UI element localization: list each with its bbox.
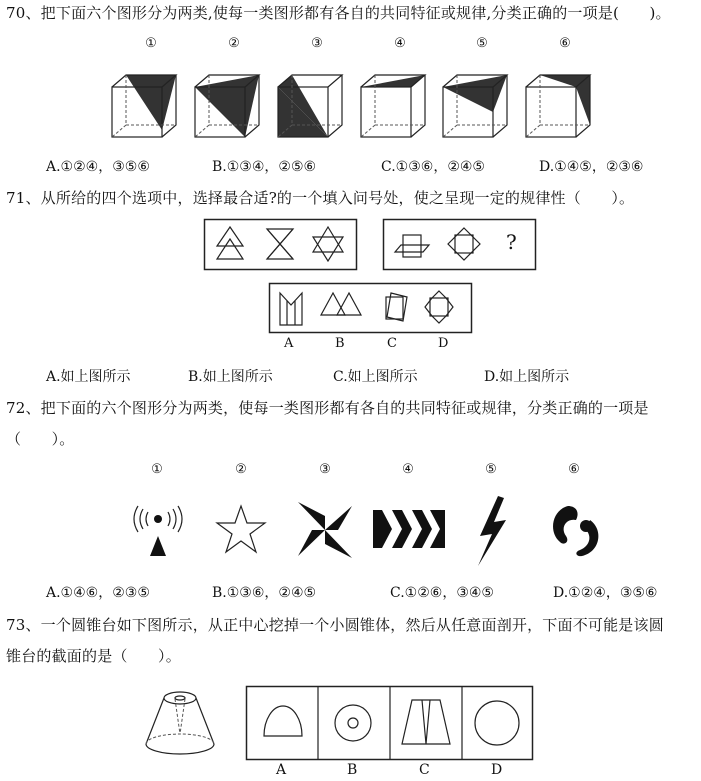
q71-option-a[interactable]: A.如上图所示 [46,369,131,385]
q70-option-a[interactable]: A.①②④，③⑤⑥ [46,159,150,175]
q70-num-1: ① [145,36,157,51]
q73-choice-label-c: C [419,762,430,778]
q72-num-3: ③ [319,462,331,477]
q70-cube-1 [110,70,180,140]
q70-cube-6 [524,70,594,140]
q72-figure-star [214,503,268,557]
q72-option-b[interactable]: B.①③⑥，②④⑤ [212,585,317,601]
q71-question-mark: ? [506,230,517,254]
q72-num-6: ⑥ [568,462,580,477]
q70-option-d[interactable]: D.①④⑤，②③⑥ [539,159,644,175]
q72-option-d[interactable]: D.①②④，③⑤⑥ [553,585,658,601]
q73-choice-label-d: D [491,762,503,778]
q72-num-2: ② [235,462,247,477]
q71-choice-label-a: A [284,336,294,351]
q73-text-line2: 锥台的截面的是（ ）。 [6,647,181,665]
q70-num-4: ④ [394,36,406,51]
q71-option-b[interactable]: B.如上图所示 [188,369,273,385]
q70-option-c[interactable]: C.①③⑥，②④⑤ [381,159,485,175]
q70-num-2: ② [228,36,240,51]
q73-frustum-figure [140,682,220,762]
q70-num-5: ⑤ [476,36,488,51]
q72-text-line1: 72、把下面的六个图形分为两类，使每一类图形都有各自的共同特征或规律，分类正确的一项是 [6,399,649,417]
q72-num-5: ⑤ [485,462,497,477]
q72-figure-pinwheel [294,498,356,562]
q71-choice-label-d: D [438,336,449,351]
q73-choices-box [246,686,534,761]
q70-option-b[interactable]: B.①③④，②⑤⑥ [212,159,317,175]
q72-figure-swirl [546,500,606,560]
q73-choice-label-a: A [276,762,287,778]
q71-choices-box [269,283,472,333]
q70-cube-4 [359,70,429,140]
q71-sequence-box-1 [204,219,357,270]
q70-cube-5 [441,70,511,140]
q72-figure-chevron-strip [372,508,447,550]
q70-num-6: ⑥ [559,36,571,51]
q73-text-line1: 73、一个圆锥台如下图所示，从正中心挖掉一个小圆锥体，然后从任意面剖开，下面不可能是该圆 [6,616,664,634]
q73-choice-label-b: B [347,762,358,778]
q70-cube-3 [276,70,346,140]
q71-choice-label-c: C [387,336,397,351]
q72-figure-lightning [472,494,512,568]
q71-choice-label-b: B [335,336,345,351]
q72-option-c[interactable]: C.①②⑥，③④⑤ [390,585,494,601]
q70-cube-2 [193,70,263,140]
q72-num-1: ① [151,462,163,477]
q70-num-3: ③ [311,36,323,51]
q72-figure-antenna [130,500,190,560]
q70-text: 70、把下面六个图形分为两类,使每一类图形都有各自的共同特征或规律,分类正确的一项是( )。 [6,4,671,22]
q71-option-c[interactable]: C.如上图所示 [333,369,418,385]
q71-text: 71、从所给的四个选项中，选择最合适?的一个填入问号处，使之呈现一定的规律性（ ）。 [6,189,635,207]
q71-option-d[interactable]: D.如上图所示 [484,369,570,385]
q72-num-4: ④ [402,462,414,477]
q72-text-line2: （ ）。 [6,430,75,448]
q72-option-a[interactable]: A.①④⑥，②③⑤ [46,585,150,601]
